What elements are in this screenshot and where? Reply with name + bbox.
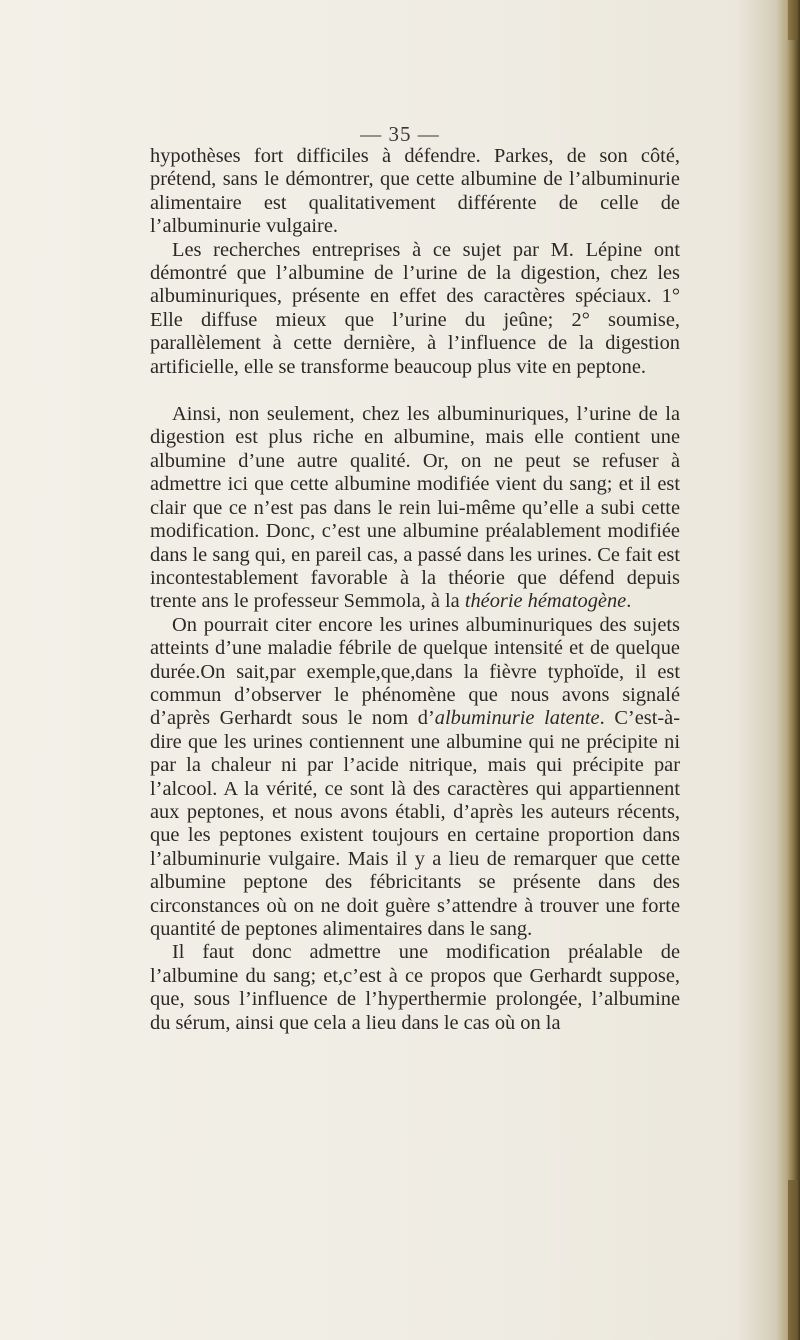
paragraph-4 <box>150 614 680 942</box>
paragraph-5 <box>150 941 680 1035</box>
page-edge-shadow <box>776 0 800 1340</box>
italic-term: albuminurie latente <box>434 707 600 730</box>
paragraph-1 <box>150 145 680 239</box>
paragraph-text: Les recherches entreprises à ce sujet par M. Lépine ont démontré que l’albumine de l’urine de la digestion, chez les albuminuriques, présente en effet des caractères spéciaux. 1° Elle diffuse mieux que l’urine du jeûne; 2° soumise, parallèlement à cette dernière, à l’influence de la digestion artificielle, elle se transforme beaucoup plus vite en peptone. <box>150 238 680 378</box>
italic-term: théorie hématogène <box>464 590 627 613</box>
page-edge-mark <box>788 0 798 40</box>
paragraph-2 <box>150 239 680 379</box>
paragraph-text: hypothèses fort difficiles à défendre. Parkes, de son côté, prétend, sans le démontrer, que cette albumine de l’albuminurie alimentaire est qualitativement différente de celle de l’albuminurie vulgaire. <box>150 145 680 238</box>
page-number: — 35 — <box>360 122 440 146</box>
paragraph-text: Il faut donc admettre une modification préalable de l’albumine du sang; et,c’est à ce propos que Gerhardt suppose, que, sous l’influence de l’hyperthermie prolongée, l’albumine du sérum, ainsi que cela a lieu dans le cas où on la <box>150 941 680 1034</box>
paragraph-3 <box>150 403 680 614</box>
paragraph-text: Ainsi, non seulement, chez les albuminuriques, l’urine de la digestion est plus riche en albumine, mais elle contient une albumine d’une autre qualité. Or, on ne peut se refuser à admettre ici que cette albumine modifiée vient du sang; et il est clair que ce n’est pas dans le rein lui-même qu’elle a subi cette modification. Donc, c’est une albumine préalablement modifiée dans le sang qui, en pareil cas, a passé dans les urines. Ce fait est incontestablement favorable à la théorie que défend depuis trente ans le professeur Semmola, à la <box>150 403 680 613</box>
paragraph-text: On pourrait citer encore les urines albuminuriques des sujets atteints d’une maladie fébrile de quelque intensité et de quelque durée.On sait,par exemple,que,dans la fièvre typhoïde, il est commun d’observer le phénomène que nous avons signalé d’après Gerhardt sous le nom d’ <box>150 613 680 730</box>
paragraph-text: . C’est-à-dire que les urines contiennent une albumine qui ne précipite ni par la chaleur ni par l’acide nitrique, mais qui précipite par l’alcool. A la vérité, ce sont là des caractères qui appartiennent aux peptones, et nous avons établi, d’après les auteurs récents, que les peptones existent toujours en certaine proportion dans l’albuminurie vulgaire. Mais il y a lieu de remarquer que cette albumine peptone des fébricitants se présente dans des circonstances où on ne doit guère s’attendre à trouver une forte quantité de peptones alimentaires dans le sang. <box>150 707 680 940</box>
page-edge-mark <box>788 1180 798 1340</box>
body-text <box>150 145 680 1035</box>
paragraph-text: . <box>626 590 632 613</box>
